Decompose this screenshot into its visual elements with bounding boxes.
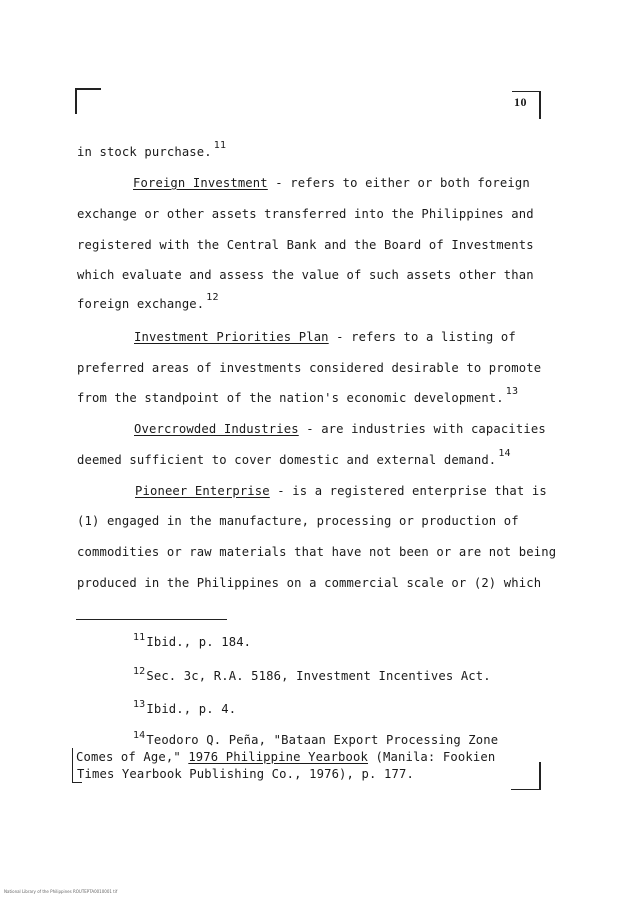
- footnote-11-text: Ibid., p. 184.: [146, 635, 252, 649]
- page-number: 10: [514, 95, 527, 109]
- body-line-2-text: - refers to either or both foreign: [267, 176, 530, 190]
- body-line-7-text: - refers to a listing of: [328, 330, 516, 344]
- ink-bracket-bottom: [72, 782, 82, 783]
- crop-mark-bottom-right-vertical: [539, 762, 541, 790]
- term-pioneer-enterprise: Pioneer Enterprise: [135, 484, 270, 498]
- body-line-14: commodities or raw materials that have not been or are not being: [77, 545, 557, 559]
- footnote-separator: [76, 619, 227, 620]
- body-line-6-text: foreign exchange.: [77, 297, 205, 311]
- footnote-ref-13: 13: [505, 386, 519, 397]
- footnote-ref-12: 12: [206, 292, 219, 303]
- footnote-14: [133, 730, 499, 747]
- term-foreign-investment: Foreign Investment: [133, 176, 268, 190]
- footnote-ref-14: 14: [498, 448, 511, 459]
- body-line-5: which evaluate and assess the value of such assets other than: [77, 268, 534, 282]
- body-line-9-text: from the standpoint of the nation's economic development.: [77, 391, 504, 405]
- footnote-14-book-title: 1976 Philippine Yearbook: [188, 750, 369, 764]
- ink-bracket-vertical: [72, 748, 73, 782]
- body-line-10-text: - are industries with capacities: [298, 422, 546, 436]
- footnote-number-13: 13: [133, 699, 146, 710]
- footnote-14-line-2-a: Comes of Age,": [76, 750, 189, 764]
- body-line-7: [134, 331, 516, 343]
- body-line-13: (1) engaged in the manufacture, processing or production of: [77, 514, 519, 528]
- footnote-14-line-2-b: (Manila: Fookien: [368, 750, 496, 764]
- body-line-1-text: in stock purchase.: [77, 145, 212, 159]
- footnote-13: [133, 699, 237, 716]
- body-line-2: [133, 177, 530, 189]
- footnote-ref-11: 11: [213, 140, 227, 151]
- footnote-number-12: 12: [133, 666, 146, 677]
- footnote-number-11: 11: [133, 632, 146, 643]
- footnote-12-text: Sec. 3c, R.A. 5186, Investment Incentives Act.: [146, 669, 491, 683]
- scan-footer: National Library of the Philippines ROUTEPTA0010001 tif: [4, 889, 118, 894]
- crop-mark-top-left-horizontal: [75, 88, 101, 90]
- body-line-1: [77, 140, 227, 159]
- footnote-14-text: Teodoro Q. Peña, "Bataan Export Processing Zone: [146, 733, 499, 747]
- crop-mark-top-right-horizontal: [512, 91, 540, 92]
- body-line-11: [77, 448, 511, 467]
- body-line-12: [135, 485, 547, 497]
- crop-mark-bottom-right-horizontal: [511, 789, 541, 790]
- body-line-3: exchange or other assets transferred into the Philippines and: [77, 207, 534, 221]
- footnote-11: [133, 632, 252, 649]
- footnote-13-text: Ibid., p. 4.: [146, 702, 237, 716]
- body-line-8: preferred areas of investments considered desirable to promote: [77, 361, 542, 375]
- body-line-10: [134, 423, 546, 435]
- body-line-9: [77, 386, 519, 405]
- body-line-6: [77, 292, 219, 311]
- footnote-14-line-3: Times Yearbook Publishing Co., 1976), p. 177.: [77, 767, 414, 781]
- body-line-15: produced in the Philippines on a commercial scale or (2) which: [77, 576, 542, 590]
- body-line-12-text: - is a registered enterprise that is: [269, 484, 547, 498]
- footnote-12: [133, 666, 491, 683]
- body-line-11-text: deemed sufficient to cover domestic and external demand.: [77, 453, 497, 467]
- body-line-4: registered with the Central Bank and the Board of Investments: [77, 238, 534, 252]
- footnote-number-14: 14: [133, 730, 146, 741]
- term-overcrowded-industries: Overcrowded Industries: [134, 422, 299, 436]
- crop-mark-top-right-vertical: [539, 91, 541, 119]
- term-investment-priorities-plan: Investment Priorities Plan: [134, 330, 329, 344]
- crop-mark-top-left-vertical: [75, 88, 77, 114]
- footnote-14-line-2: [76, 751, 495, 763]
